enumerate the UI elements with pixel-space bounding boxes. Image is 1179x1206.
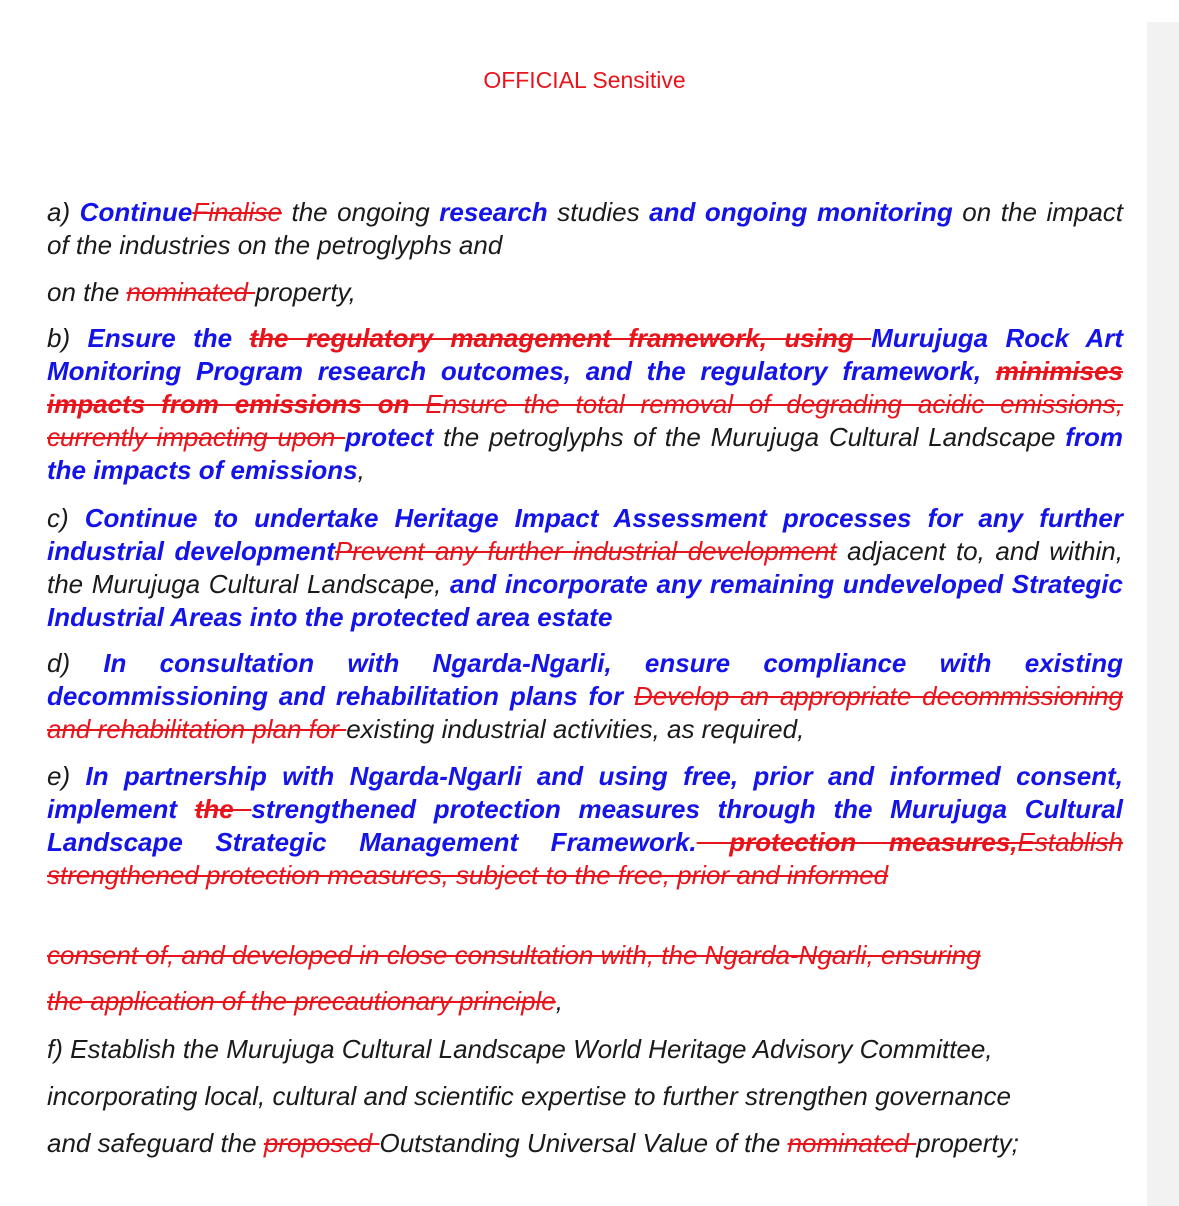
inserted-text: Continue	[79, 197, 193, 227]
text-run: the petroglyphs of the Murujuga Cultural Landscape	[433, 422, 1066, 452]
text-run: d)	[47, 648, 104, 678]
text-run: a)	[47, 197, 80, 227]
text-run: f) Establish the Murujuga Cultural Landscape World Heritage Advisory Committee,	[47, 1034, 993, 1064]
text-run: property;	[916, 1128, 1019, 1158]
deleted-text: nominated	[787, 1128, 917, 1158]
deleted-text: Establish strengthened protection measures, subject to the free, prior and informed	[47, 827, 1124, 890]
text-run: b)	[47, 323, 88, 353]
paragraph-c	[47, 502, 1123, 634]
text-run: e)	[47, 761, 86, 791]
deleted-text: Prevent any further industrial development	[334, 536, 837, 566]
inserted-text: Murujuga Rock Art Monitoring Program research outcomes, and the regulatory framework,	[47, 323, 1124, 386]
inserted-text: In partnership with Ngarda-Ngarli and using free, prior and informed consent, implement	[47, 761, 1124, 824]
text-run: Outstanding Universal Value of the	[379, 1128, 788, 1158]
inserted-text: In consultation with Ngarda-Ngarli, ensure compliance with existing decommissioning and rehabilitation plans for	[47, 648, 1123, 711]
text-run: adjacent to, and within, the Murujuga Cultural Landscape,	[47, 536, 1123, 599]
text-run: on the impact of the industries on the petroglyphs and	[47, 197, 1124, 260]
text-run: c)	[47, 503, 85, 533]
text-run: and safeguard the	[47, 1128, 264, 1158]
paragraph-a-continued	[47, 276, 1123, 309]
paragraph-d	[47, 647, 1123, 746]
text-run: the ongoing	[281, 197, 440, 227]
paragraph-e	[47, 760, 1123, 892]
deleted-text: Develop an appropriate decommissioning and rehabilitation plan for	[47, 681, 1123, 744]
deleted-text: protection measures,	[696, 827, 1018, 857]
deleted-text: nominated	[126, 277, 256, 307]
text-run: property,	[255, 277, 356, 307]
paragraph-f-line-3	[47, 1127, 1123, 1160]
inserted-text: Ensure the	[87, 323, 250, 353]
inserted-text: protect	[345, 422, 434, 452]
inserted-text: and ongoing monitoring	[649, 197, 953, 227]
deleted-text: the regulatory management framework, using	[249, 323, 872, 353]
text-run: existing industrial activities, as required,	[346, 714, 805, 744]
comment-margin	[1147, 22, 1179, 1206]
inserted-text: from the impacts of emissions	[47, 422, 1123, 485]
paragraph-a	[47, 196, 1123, 262]
deleted-text: proposed	[263, 1128, 380, 1158]
paragraph-e-continued-2	[47, 985, 1123, 1018]
paragraph-e-continued-1	[47, 939, 1123, 972]
deleted-text: Finalise	[192, 197, 282, 227]
deleted-text: Ensure the total removal of degrading acidic emissions, currently impacting upon	[47, 389, 1123, 452]
classification-header: OFFICIAL Sensitive	[483, 67, 686, 93]
deleted-text: the	[194, 794, 252, 824]
inserted-text: and incorporate any remaining undeveloped Strategic Industrial Areas into the protected area estate	[47, 569, 1123, 632]
text-run: studies	[547, 197, 650, 227]
text-run: ,	[555, 986, 563, 1016]
inserted-text: strengthened protection measures through the Murujuga Cultural Landscape Strategic Management Framework.	[47, 794, 1123, 857]
paragraph-f-line-2	[47, 1080, 1123, 1113]
inserted-text: research	[439, 197, 548, 227]
paragraph-f-line-1	[47, 1033, 1123, 1066]
paragraph-b	[47, 322, 1123, 487]
deleted-text: minimises impacts from emissions on	[47, 356, 1123, 419]
inserted-text: Continue to undertake Heritage Impact Assessment processes for any further industrial development	[47, 503, 1123, 566]
text-run: on the	[47, 277, 127, 307]
text-run: ,	[357, 455, 365, 485]
deleted-text: the application of the precautionary principle	[47, 986, 556, 1016]
deleted-text: consent of, and developed in close consultation with, the Ngarda-Ngarli, ensuring	[47, 940, 981, 970]
text-run: incorporating local, cultural and scientific expertise to further strengthen governance	[47, 1081, 1011, 1111]
